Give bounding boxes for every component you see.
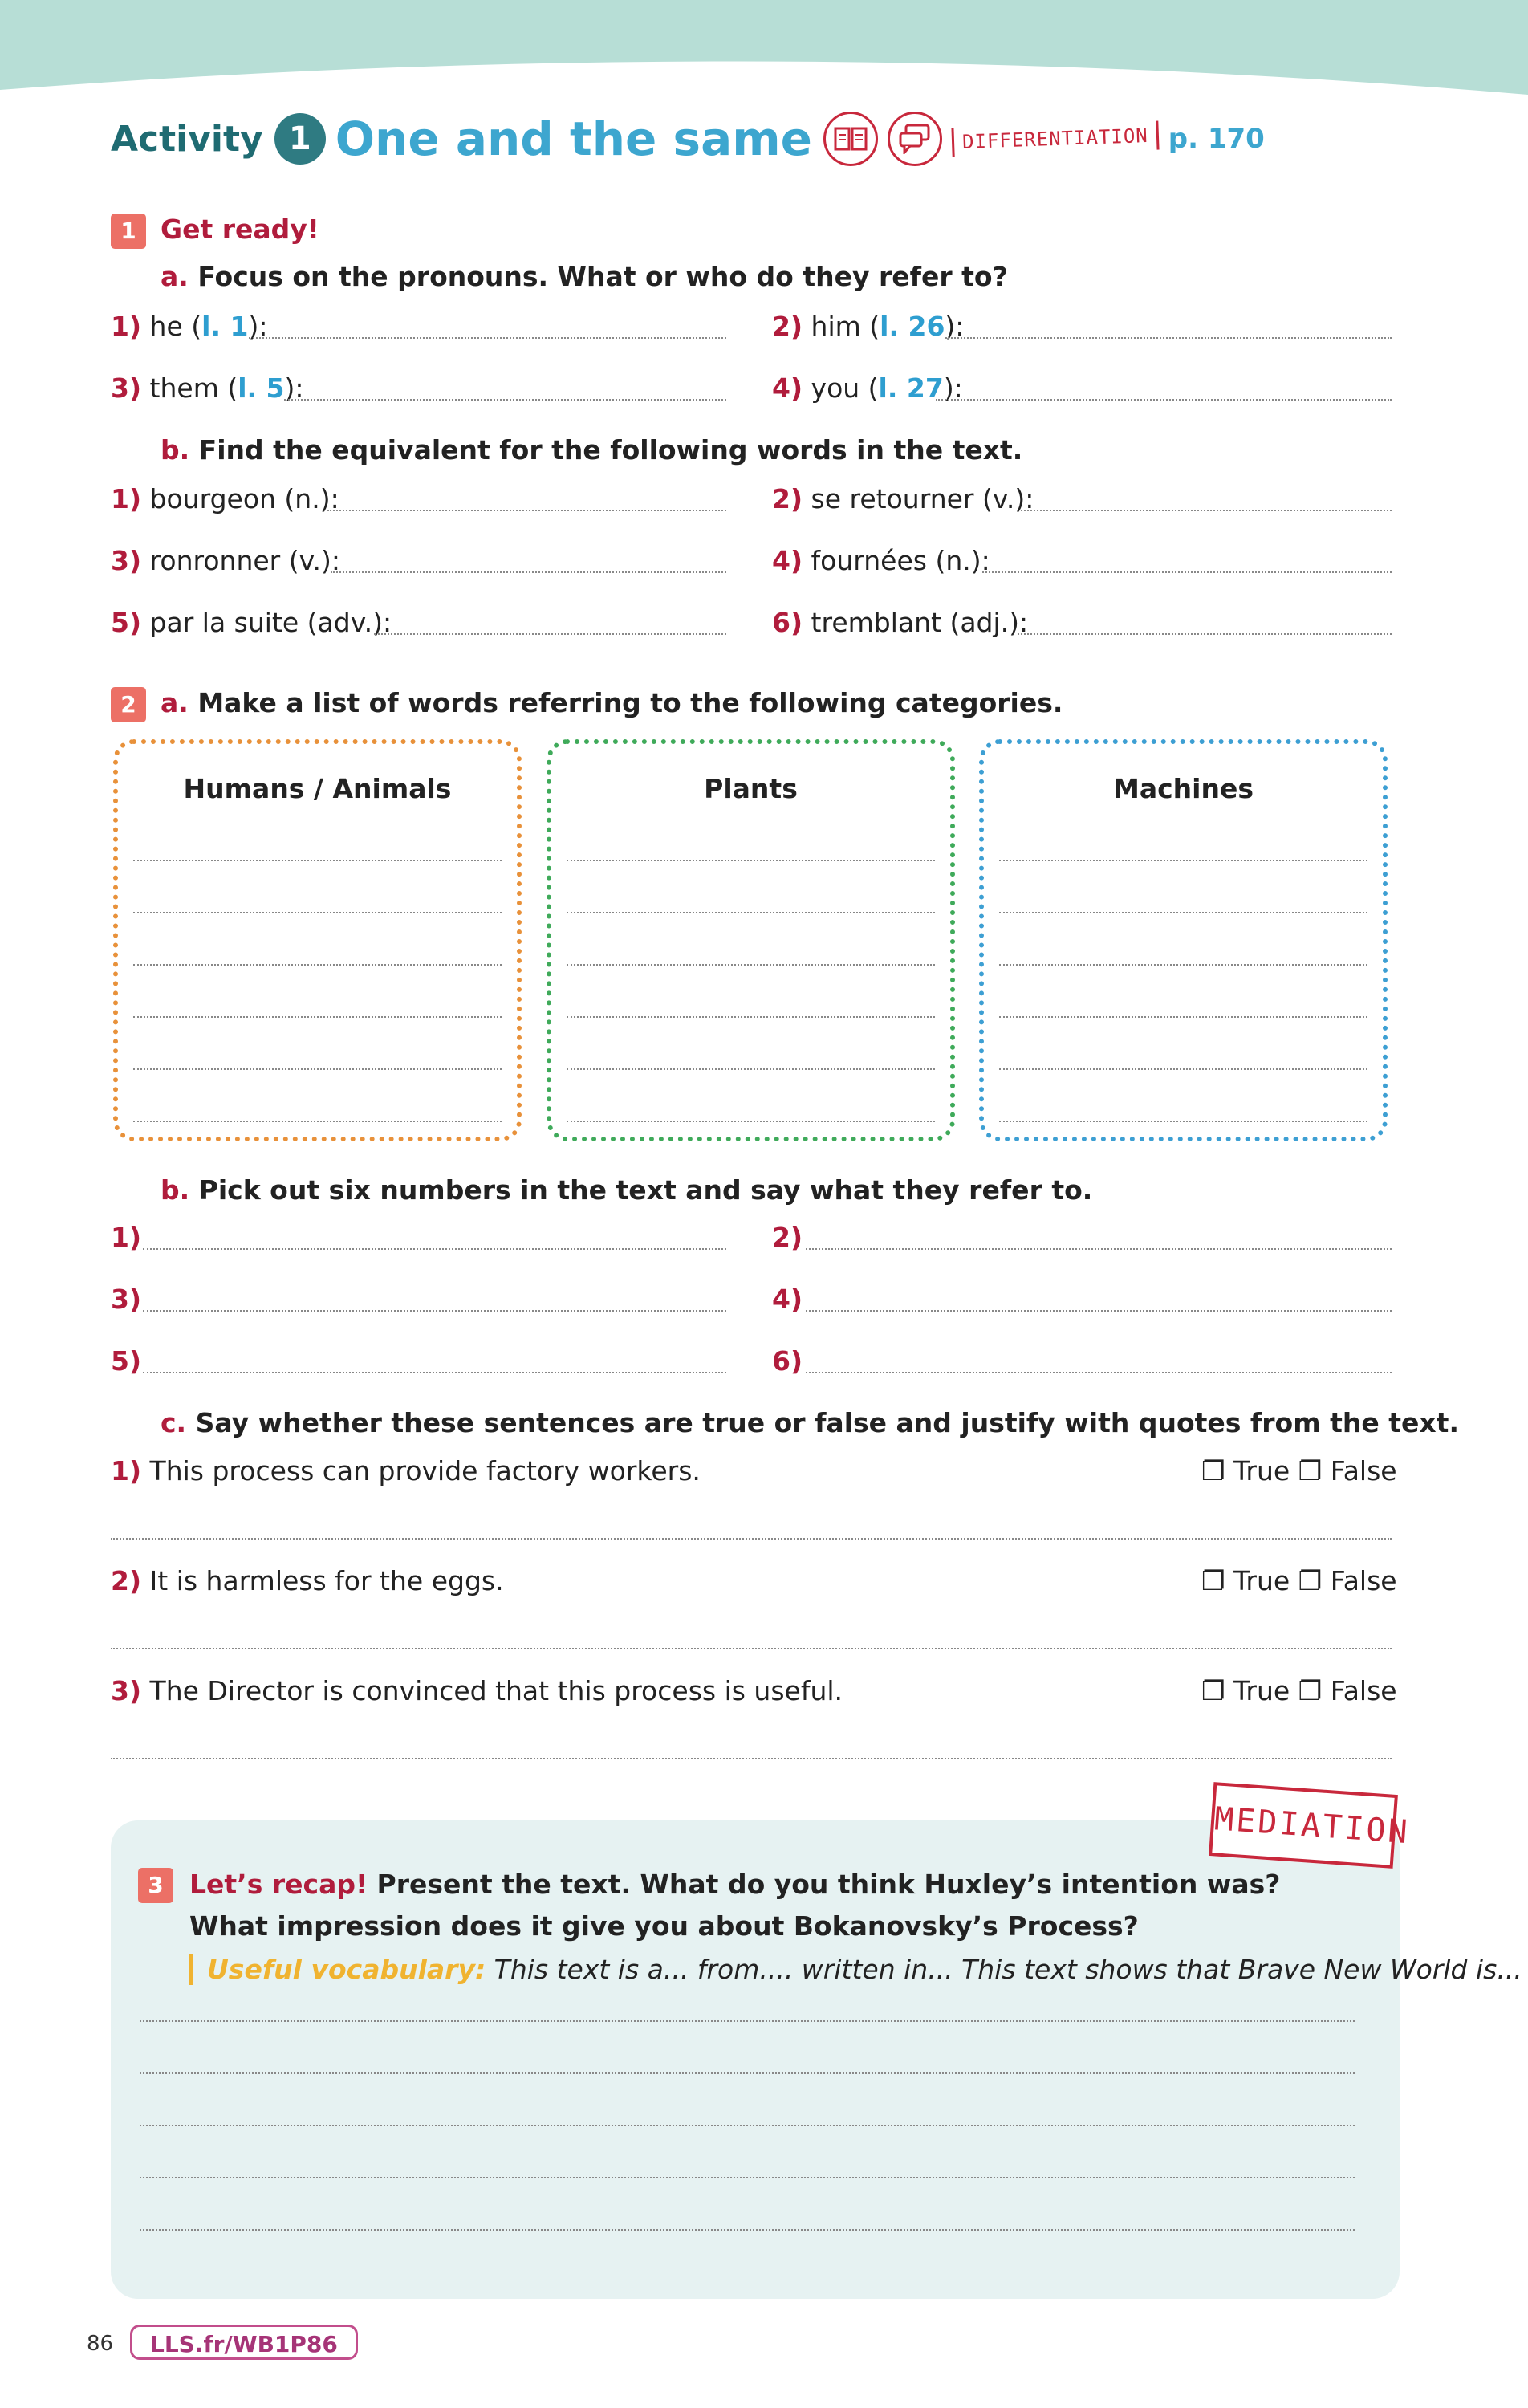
answer-line[interactable]	[567, 860, 935, 861]
number-item: 5)	[111, 1345, 142, 1377]
section-2b-instruction: b. Pick out six numbers in the text and say what they refer to.	[161, 1174, 1093, 1206]
category-title: Humans / Animals	[183, 773, 452, 804]
vocab-item: 3) ronronner (v.):	[111, 545, 341, 576]
answer-line[interactable]	[133, 1016, 502, 1018]
answer-line[interactable]	[945, 337, 1392, 339]
answer-line[interactable]	[133, 1068, 502, 1070]
pronoun-item: 3) them (l. 5):	[111, 372, 304, 404]
false-checkbox[interactable]: ❐ False	[1298, 1455, 1397, 1487]
answer-line[interactable]	[284, 399, 726, 401]
category-title: Plants	[704, 773, 798, 804]
section-2-badge: 2	[111, 687, 146, 722]
answer-line[interactable]	[140, 2177, 1355, 2178]
answer-line[interactable]	[143, 1310, 726, 1312]
answer-line[interactable]	[331, 571, 726, 573]
section-1-title: Get ready!	[161, 214, 319, 245]
answer-line[interactable]	[133, 964, 502, 966]
page-reference[interactable]: p. 170	[1168, 123, 1265, 155]
pronoun-item: 2) him (l. 26):	[772, 311, 965, 342]
statement-item: 1) This process can provide factory workers.	[111, 1455, 701, 1487]
number-item: 4)	[772, 1283, 803, 1315]
number-item: 2)	[772, 1222, 803, 1253]
answer-line[interactable]	[1018, 633, 1392, 635]
answer-line[interactable]	[999, 912, 1367, 913]
page-number: 86	[87, 2332, 114, 2356]
open-book-icon[interactable]	[823, 112, 878, 166]
mediation-tag: MEDIATION	[1209, 1782, 1398, 1869]
true-false-choice	[1201, 1675, 1397, 1706]
answer-line[interactable]	[140, 2229, 1355, 2231]
section-2c-instruction: c. Say whether these sentences are true or false and justify with quotes from the text.	[161, 1407, 1459, 1438]
answer-line[interactable]	[982, 571, 1392, 573]
section-1-badge: 1	[111, 214, 146, 249]
answer-line[interactable]	[327, 510, 726, 511]
vocab-item: 1) bourgeon (n.):	[111, 483, 339, 515]
vocab-item: 2) se retourner (v.):	[772, 483, 1034, 515]
statement-item: 3) The Director is convinced that this process is useful.	[111, 1675, 843, 1706]
answer-line[interactable]	[999, 1068, 1367, 1070]
answer-line[interactable]	[1021, 510, 1392, 511]
header-band	[0, 0, 1528, 104]
section-2a-instruction: a. Make a list of words referring to the following categories.	[161, 687, 1063, 718]
answer-line[interactable]	[143, 1248, 726, 1250]
answer-line[interactable]	[111, 1648, 1392, 1649]
answer-line[interactable]	[143, 1372, 726, 1373]
number-item: 3)	[111, 1283, 142, 1315]
answer-line[interactable]	[133, 860, 502, 861]
recap-prompt: Let’s recap! Present the text. What do you think Huxley’s intention was? What impression does it give you about Bokanovsky’s Process?	[189, 1869, 1281, 1942]
answer-line[interactable]	[140, 2072, 1355, 2074]
differentiation-tag[interactable]: DIFFERENTIATION	[951, 121, 1159, 157]
answer-line[interactable]	[140, 2125, 1355, 2126]
answer-line[interactable]	[133, 912, 502, 913]
number-item: 1)	[111, 1222, 142, 1253]
answer-line[interactable]	[567, 964, 935, 966]
answer-line[interactable]	[567, 912, 935, 913]
answer-line[interactable]	[806, 1372, 1392, 1373]
true-false-choice	[1201, 1455, 1397, 1487]
section-3-badge: 3	[138, 1868, 173, 1903]
answer-line[interactable]	[111, 1758, 1392, 1759]
answer-line[interactable]	[999, 964, 1367, 966]
answer-line[interactable]	[249, 337, 726, 339]
vocab-item: 6) tremblant (adj.):	[772, 607, 1029, 638]
answer-line[interactable]	[567, 1121, 935, 1122]
activity-title-row	[111, 103, 1265, 175]
activity-label: Activity	[111, 118, 263, 160]
true-checkbox[interactable]: ❐ True	[1201, 1675, 1290, 1706]
pronoun-item: 1) he (l. 1):	[111, 311, 268, 342]
answer-line[interactable]	[374, 633, 726, 635]
true-checkbox[interactable]: ❐ True	[1201, 1455, 1290, 1487]
answer-line[interactable]	[111, 1538, 1392, 1540]
section-1b-instruction: b. Find the equivalent for the following words in the text.	[161, 434, 1023, 466]
false-checkbox[interactable]: ❐ False	[1298, 1565, 1397, 1597]
pronoun-item: 4) you (l. 27):	[772, 372, 963, 404]
answer-line[interactable]	[936, 399, 1392, 401]
answer-line[interactable]	[567, 1068, 935, 1070]
speech-bubble-icon[interactable]	[888, 112, 942, 166]
category-title: Machines	[1113, 773, 1254, 804]
vocab-item: 4) fournées (n.):	[772, 545, 990, 576]
answer-line[interactable]	[806, 1310, 1392, 1312]
answer-line[interactable]	[567, 1016, 935, 1018]
section-1a-instruction: a. Focus on the pronouns. What or who do they refer to?	[161, 261, 1008, 292]
vocab-item: 5) par la suite (adv.):	[111, 607, 392, 638]
answer-line[interactable]	[999, 1016, 1367, 1018]
useful-vocabulary: Useful vocabulary: This text is a... from.... written in... This text shows that Brave New World is...	[189, 1954, 1522, 1985]
activity-title: One and the same	[335, 112, 812, 166]
true-checkbox[interactable]: ❐ True	[1201, 1565, 1290, 1597]
activity-number: 1	[274, 113, 326, 165]
answer-line[interactable]	[806, 1248, 1392, 1250]
answer-line[interactable]	[999, 860, 1367, 861]
answer-line[interactable]	[140, 2020, 1355, 2022]
number-item: 6)	[772, 1345, 803, 1377]
statement-item: 2) It is harmless for the eggs.	[111, 1565, 504, 1597]
resource-link[interactable]: LLS.fr/WB1P86	[130, 2325, 358, 2360]
answer-line[interactable]	[133, 1121, 502, 1122]
true-false-choice	[1201, 1565, 1397, 1597]
false-checkbox[interactable]: ❐ False	[1298, 1675, 1397, 1706]
answer-line[interactable]	[999, 1121, 1367, 1122]
